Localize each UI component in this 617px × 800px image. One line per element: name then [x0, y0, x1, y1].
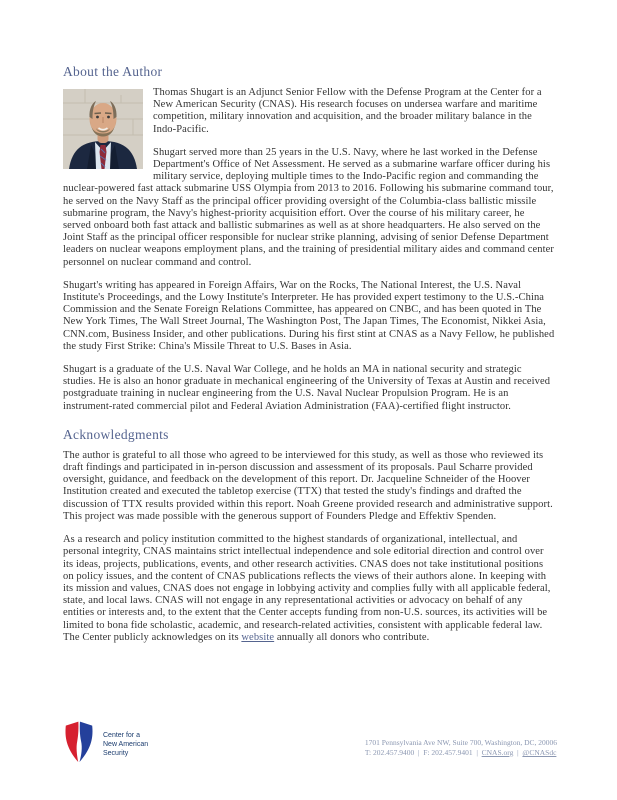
cnas-shield-icon — [63, 720, 95, 764]
page-footer — [63, 716, 557, 764]
footer-contact-line — [365, 748, 557, 758]
author-photo-illustration — [63, 89, 143, 169]
cnas-twitter-link[interactable]: @CNASdc — [522, 748, 557, 757]
page-content — [63, 64, 555, 655]
footer-separator: | — [513, 748, 523, 757]
about-paragraph-1: Thomas Shugart is an Adjunct Senior Fellow with the Defense Program at the Center for a New American Security (CNAS). His research focuses on undersea warfare and maritime competition, military innovation and acquisition, and the broader military balance in the Indo-Pacific. — [153, 87, 542, 135]
acknowledgments-paragraph-2-tail: annually all donors who contribute. — [274, 631, 430, 643]
cnas-wordmark-line-3: Security — [103, 750, 129, 757]
cnas-org-link[interactable]: CNAS.org — [481, 748, 514, 757]
author-photo — [63, 89, 143, 169]
about-paragraph-2: Shugart served more than 25 years in the U.S. Navy, where he last worked in the Defense Department's Office of Net Assessment. He served as a submarine warfare officer during his military service, deploying multiple times to the Indo-Pacific region and commanding the nuclear-powered fast attack submarine USS Olympia from 2013 to 2016. Following his submarine command tour, he served on the Navy Staff as the principal officer providing oversight of the Columbia-class ballistic missile submarine program, the Navy's highest-priority acquisition effort. Over the course of his military career, he served onboard both fast attack and ballistic submarines as well as at shore headquarters. He also served on the Joint Staff as the principal officer responsible for nuclear strike planning, advising of senior Defense Department leaders on nuclear weapons employment plans, and the training of presidential military aides and command center personnel on nuclear command and control. — [63, 146, 555, 268]
acknowledgments-paragraph-1: The author is grateful to all those who agreed to be interviewed for this study, as well as those who reviewed its draft findings and participated in in-person discussion and assessment of its proposals. Paul Scharre provided oversight, guidance, and feedback on the development of this report. Dr. Jacqueline Schneider of the Hoover Institution created and executed the tabletop exercise (TTX) that tested the study's findings and drafted the discussion of TTX results provided within this report. Noah Greene provided research and administrative support. This project was made possible with the generous support of Founders Pledge and Effektiv Spenden. — [63, 449, 553, 522]
cnas-logo — [63, 716, 148, 764]
about-author-section — [63, 87, 555, 280]
cnas-wordmark-line-2: New American — [103, 741, 149, 748]
acknowledgments-paragraph-2-text: As a research and policy institution committed to the highest standards of organizational, intellectual, and personal integrity, CNAS maintains strict intellectual independence and sole editorial direction and control over its ideas, projects, publications, events, and other research activities. CNAS does not take institutional positions on policy issues, and the content of CNAS publications reflects the views of their authors alone. In keeping with its mission and values, CNAS does not engage in lobbying activity and complies fully with all applicable federal, state, and local laws. CNAS will not engage in any representational activities or advocacy on behalf of any entities or interests and, to the extent that the Center accepts funding from non-U.S. sources, its activities will be limited to bona fide scholastic, academic, and research-related activities, consistent with applicable federal law. The Center publicly acknowledges on its — [63, 534, 551, 643]
website-link[interactable]: website — [241, 631, 275, 643]
footer-address: 1701 Pennsylvania Ave NW, Suite 700, Washington, DC, 20006 — [364, 738, 557, 747]
cnas-wordmark — [103, 731, 148, 758]
about-paragraph-4: Shugart is a graduate of the U.S. Naval War College, and he holds an MA in national security and strategic studies. He is also an honor graduate in mechanical engineering of the University of Texas at Austin and received postgraduate training in nuclear engineering from the U.S. Naval Nuclear Propulsion Program. He is an instrument-rated commercial pilot and Federal Aviation Administration (FAA)-certified flight instructor. — [63, 364, 551, 412]
acknowledgments-paragraph-2 — [63, 534, 555, 644]
acknowledgments-heading: Acknowledgments — [63, 426, 169, 442]
about-paragraph-3: Shugart's writing has appeared in Foreign Affairs, War on the Rocks, The National Interest, the U.S. Naval Institute's Proceedings, and the Lowy Institute's Interpreter. He has provided expert testimony to the U.S.-China Commission and the Senate Foreign Relations Committee, has appeared on CNBC, and has been quoted in The New York Times, The Wall Street Journal, The Washington Post, The Japan Times, The Economist, Nikkei Asia, CNN.com, Business Insider, and other publications. During his first stint at CNAS as a Navy Fellow, he published the study First Strike: China's Missile Threat to U.S. Bases in Asia. — [63, 279, 555, 352]
footer-phone-fax: T: 202.457.9400 | F: 202.457.9401 | — [364, 748, 482, 757]
about-author-heading: About the Author — [63, 64, 163, 79]
cnas-wordmark-line-1: Center for a — [103, 732, 140, 739]
footer-contact-block — [365, 738, 557, 758]
